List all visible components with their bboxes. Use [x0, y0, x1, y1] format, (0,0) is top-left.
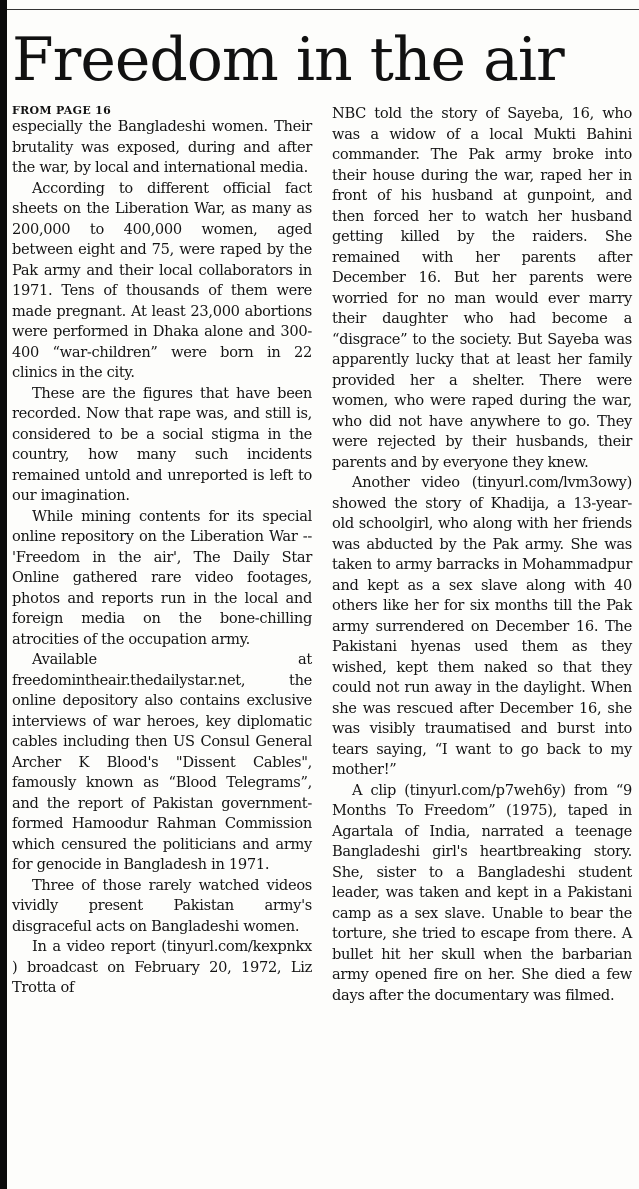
paragraph: According to different official fact sheets on the Liberation War, as many as 200,000 to 400,000 women, aged between eight and 75, were raped by the Pak army and their local collaborators in 1971. Tens of thousands of them were made pregnant. At least 23,000 abortions were performed in Dhaka alone and 300-400 “war-children” were born in 22 clinics in the city. — [12, 179, 312, 381]
top-rule — [7, 9, 639, 10]
paragraph: A clip (tinyurl.com/p7weh6y) from “9 Months To Freedom” (1975), taped in Agartala of India, narrated a teenage Bangladeshi girl's heartbreaking story. She, sister to a Bangladeshi student leader, was taken and kept in a Pakistani camp as a sex slave. Unable to bear the torture, she tried to escape from there. A bullet hit her skull when the barbarian army opened fire on her. She died a few days after the documentary was filmed. — [332, 781, 632, 1004]
paragraph: Another video (tinyurl.com/lvm3owy) showed the story of Khadija, a 13-year-old schoolgirl, who along with her friends was abducted by the Pak army. She was taken to army barracks in Mohammadpur and kept as a sex slave along with 40 others like her for six months till the Pak army surrendered on December 16. The Pakistani hyenas used them as they wished, kept them naked so that they could not run away in the daylight. When she was rescued after December 16, she was visibly traumatised and burst into tears saying, “I want to go back to my mother!” — [332, 474, 632, 778]
headline: Freedom in the air — [12, 25, 564, 95]
paragraph: These are the figures that have been recorded. Now that rape was, and still is, considered to be a social stigma in the country, how many such incidents remained untold and unreported is left to our imagination. — [12, 384, 312, 504]
paragraph: Available at freedomintheair.thedailystar.net, the online depository also contains exclusive interviews of war heroes, key diplomatic cables including then US Consul General Archer K Blood's "Dissent Cables", famously known as “Blood Telegrams”, and the report of Pakistan government-formed Hamoodur Rahman Commission which censured the politicians and army for genocide in Bangladesh in 1971. — [12, 651, 312, 873]
paragraph: NBC told the story of Sayeba, 16, who was a widow of a local Mukti Bahini commander. The Pak army broke into their house during the war, raped her in front of his husband at gunpoint, and then forced her to watch her husband getting killed by the raiders. She remained with her parents after December 16. But her parents were worried for no man would ever marry their daughter who had become a “disgrace” to the society. But Sayeba was apparently lucky that at least her family provided her a shelter. There were women, who were raped during the war, who did not have anywhere to go. They were rejected by their husbands, their parents and by everyone they knew. — [332, 105, 632, 471]
paragraph: especially the Bangladeshi women. Their brutality was exposed, during and after the war, by local and international media. — [12, 118, 312, 176]
paragraph: Three of those rarely watched videos vividly present Pakistan army's disgraceful acts on Bangladeshi women. — [12, 876, 312, 935]
article-column-left — [12, 104, 312, 999]
paragraph: In a video report (tinyurl.com/kexpnkx ) broadcast on February 20, 1972, Liz Trotta of — [12, 938, 312, 996]
jump-label: FROM PAGE 16 — [12, 104, 112, 117]
page-edge-border — [0, 0, 7, 1189]
paragraph: While mining contents for its special online repository on the Liberation War -- 'Freedom in the air', The Daily Star Online gathered rare video footages, photos and reports run in the local and foreign media on the bone-chilling atrocities of the occupation army. — [12, 507, 312, 648]
article-column-right — [332, 104, 632, 1006]
